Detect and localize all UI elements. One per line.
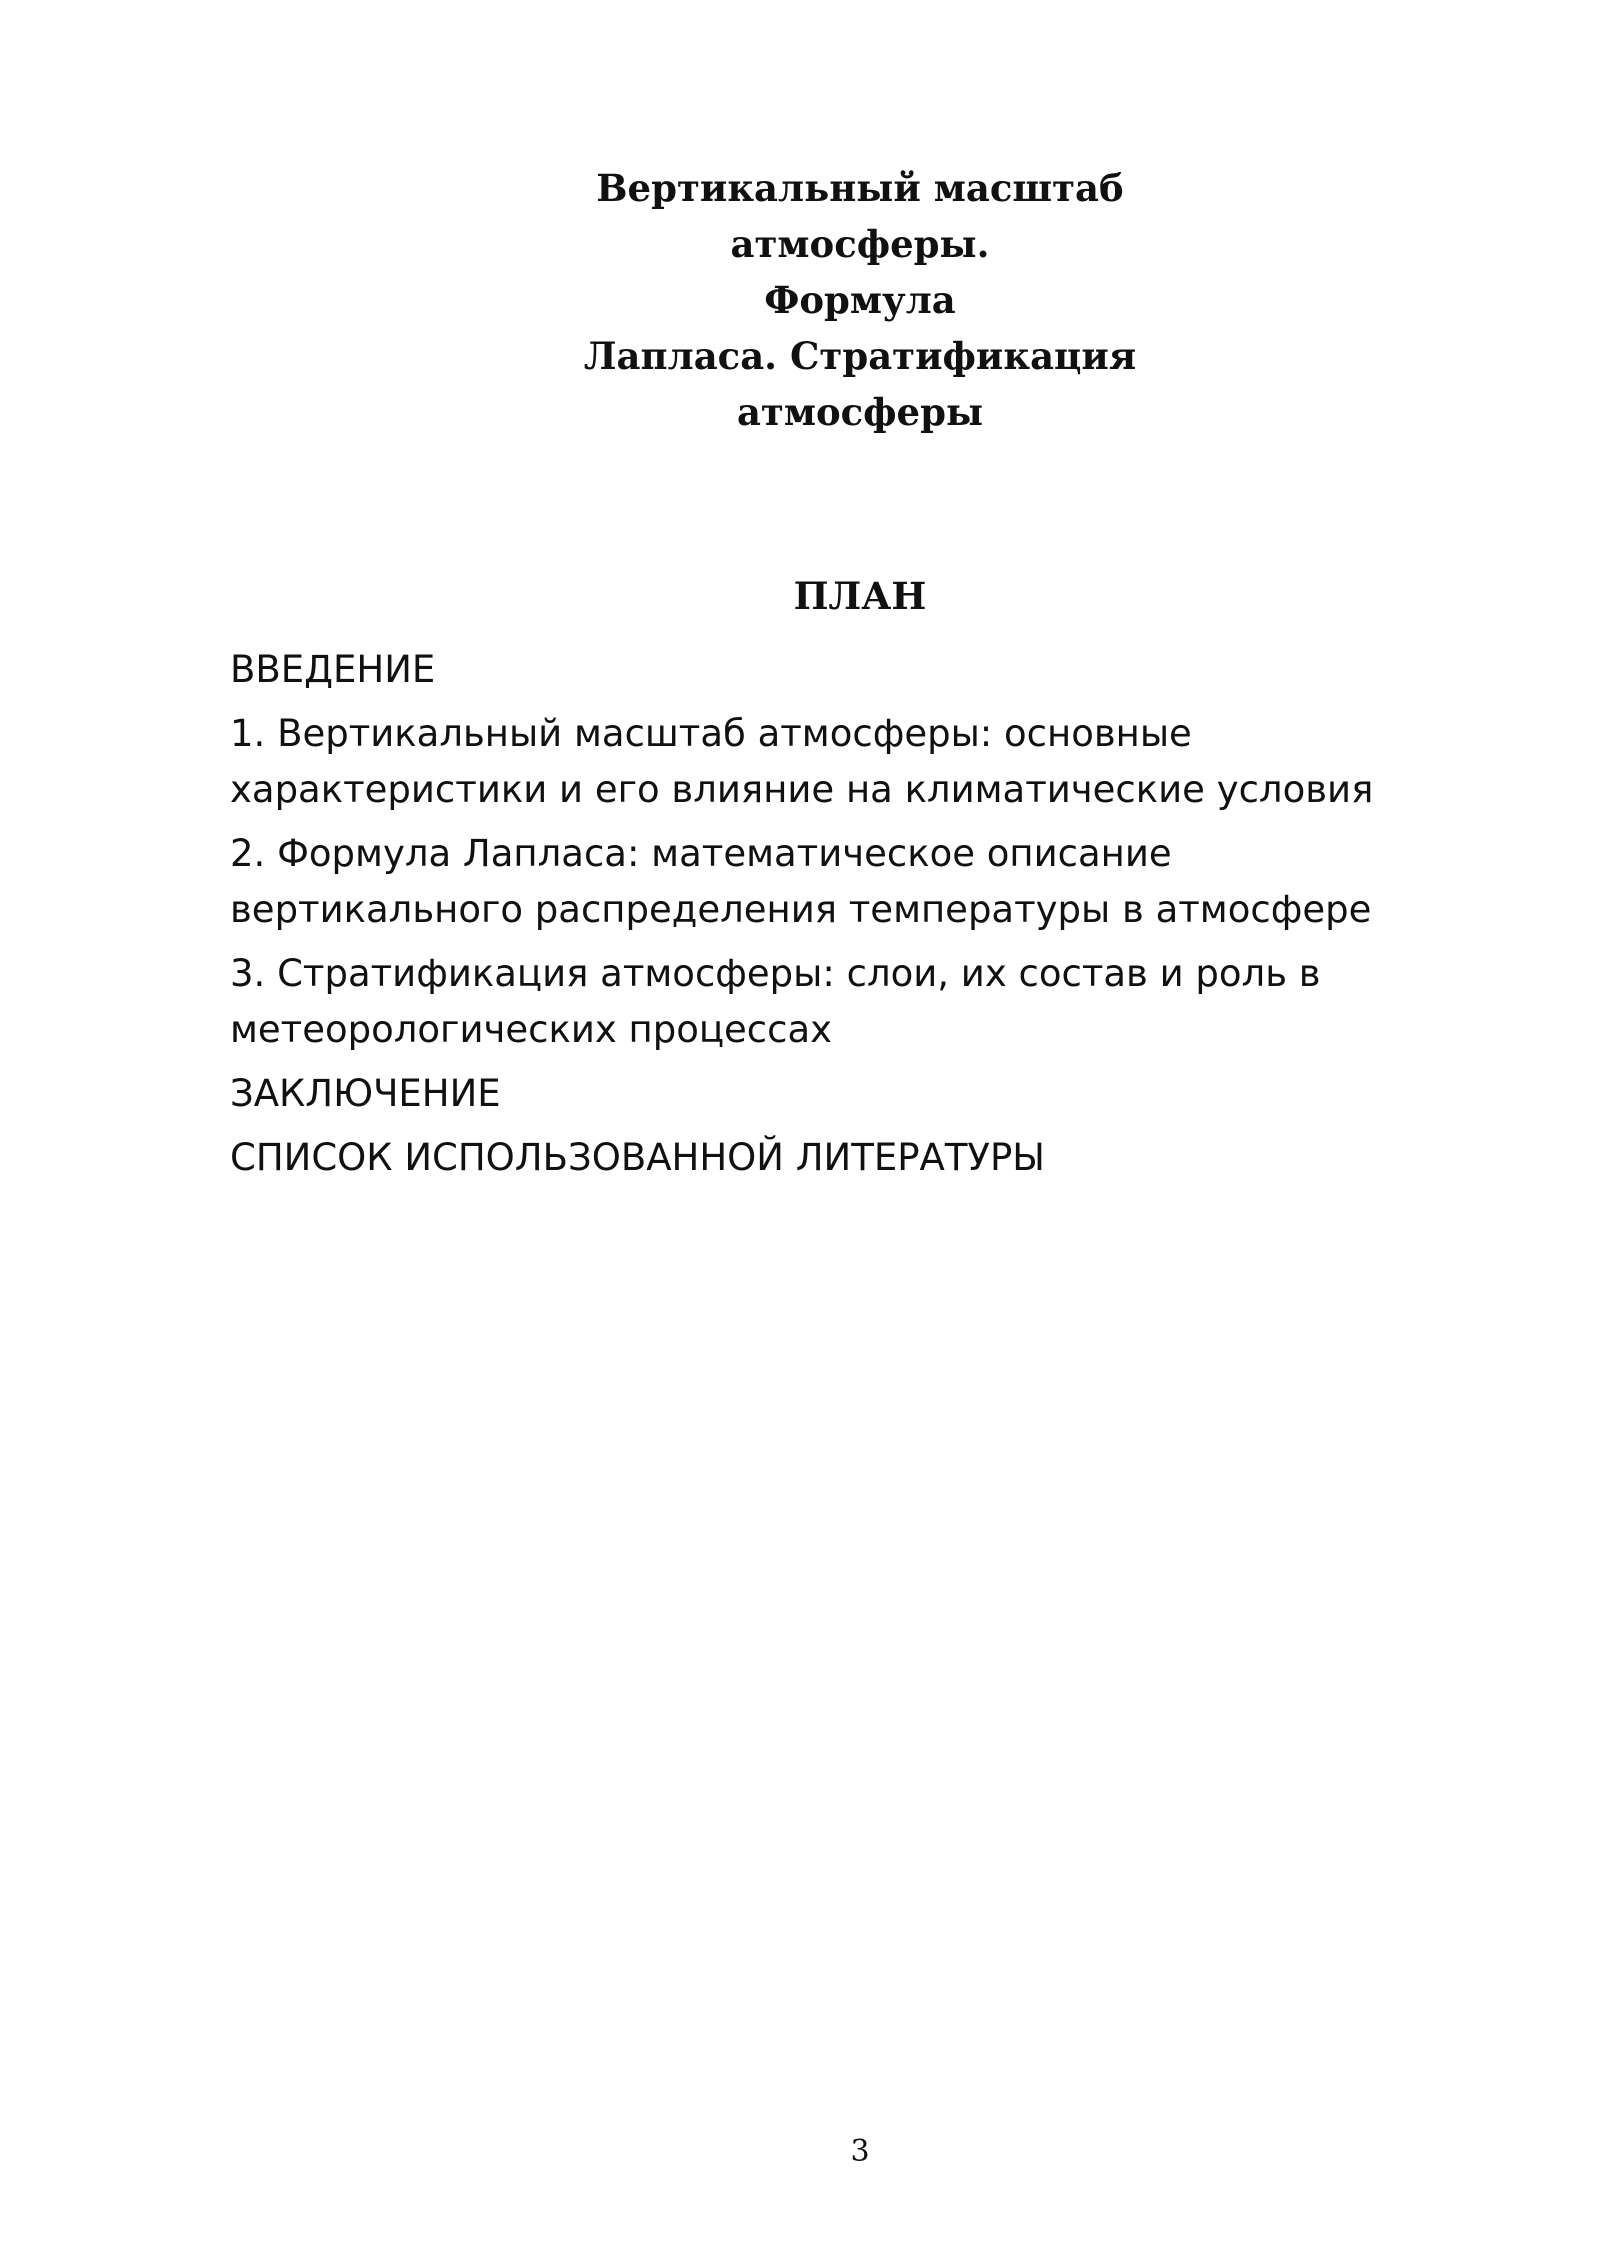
title-line: атмосферы — [736, 390, 984, 434]
plan-item-3 — [230, 946, 1460, 1058]
title-line: атмосферы. — [730, 222, 990, 266]
plan-item-line: 2. Формула Лапласа: математическое описание — [230, 832, 1172, 875]
plan-heading: ПЛАН — [793, 574, 927, 618]
title-line: Вертикальный масштаб — [596, 166, 1124, 210]
plan-item-2 — [230, 826, 1460, 938]
plan-item-line: ЗАКЛЮЧЕНИЕ — [230, 1072, 501, 1115]
plan-list — [230, 642, 1460, 1194]
plan-item-line: вертикального распределения температуры в атмосфере — [230, 888, 1372, 931]
plan-item-line: метеорологических процессах — [230, 1008, 833, 1051]
title-line: Лапласа. Стратификация — [583, 334, 1137, 378]
plan-item-introduction — [230, 642, 1460, 698]
document-title — [530, 160, 1190, 440]
title-line: Формула — [764, 278, 956, 322]
plan-item-line: характеристики и его влияние на климатические условия — [230, 768, 1374, 811]
plan-item-conclusion — [230, 1066, 1460, 1122]
plan-item-1 — [230, 706, 1460, 818]
plan-item-line: ВВЕДЕНИЕ — [230, 648, 436, 691]
plan-item-line: 1. Вертикальный масштаб атмосферы: основные — [230, 712, 1192, 755]
plan-item-line: 3. Стратификация атмосферы: слои, их состав и роль в — [230, 952, 1321, 995]
plan-item-line: СПИСОК ИСПОЛЬЗОВАННОЙ ЛИТЕРАТУРЫ — [230, 1136, 1045, 1179]
plan-item-references — [230, 1130, 1460, 1186]
page-number: 3 — [850, 2134, 870, 2169]
